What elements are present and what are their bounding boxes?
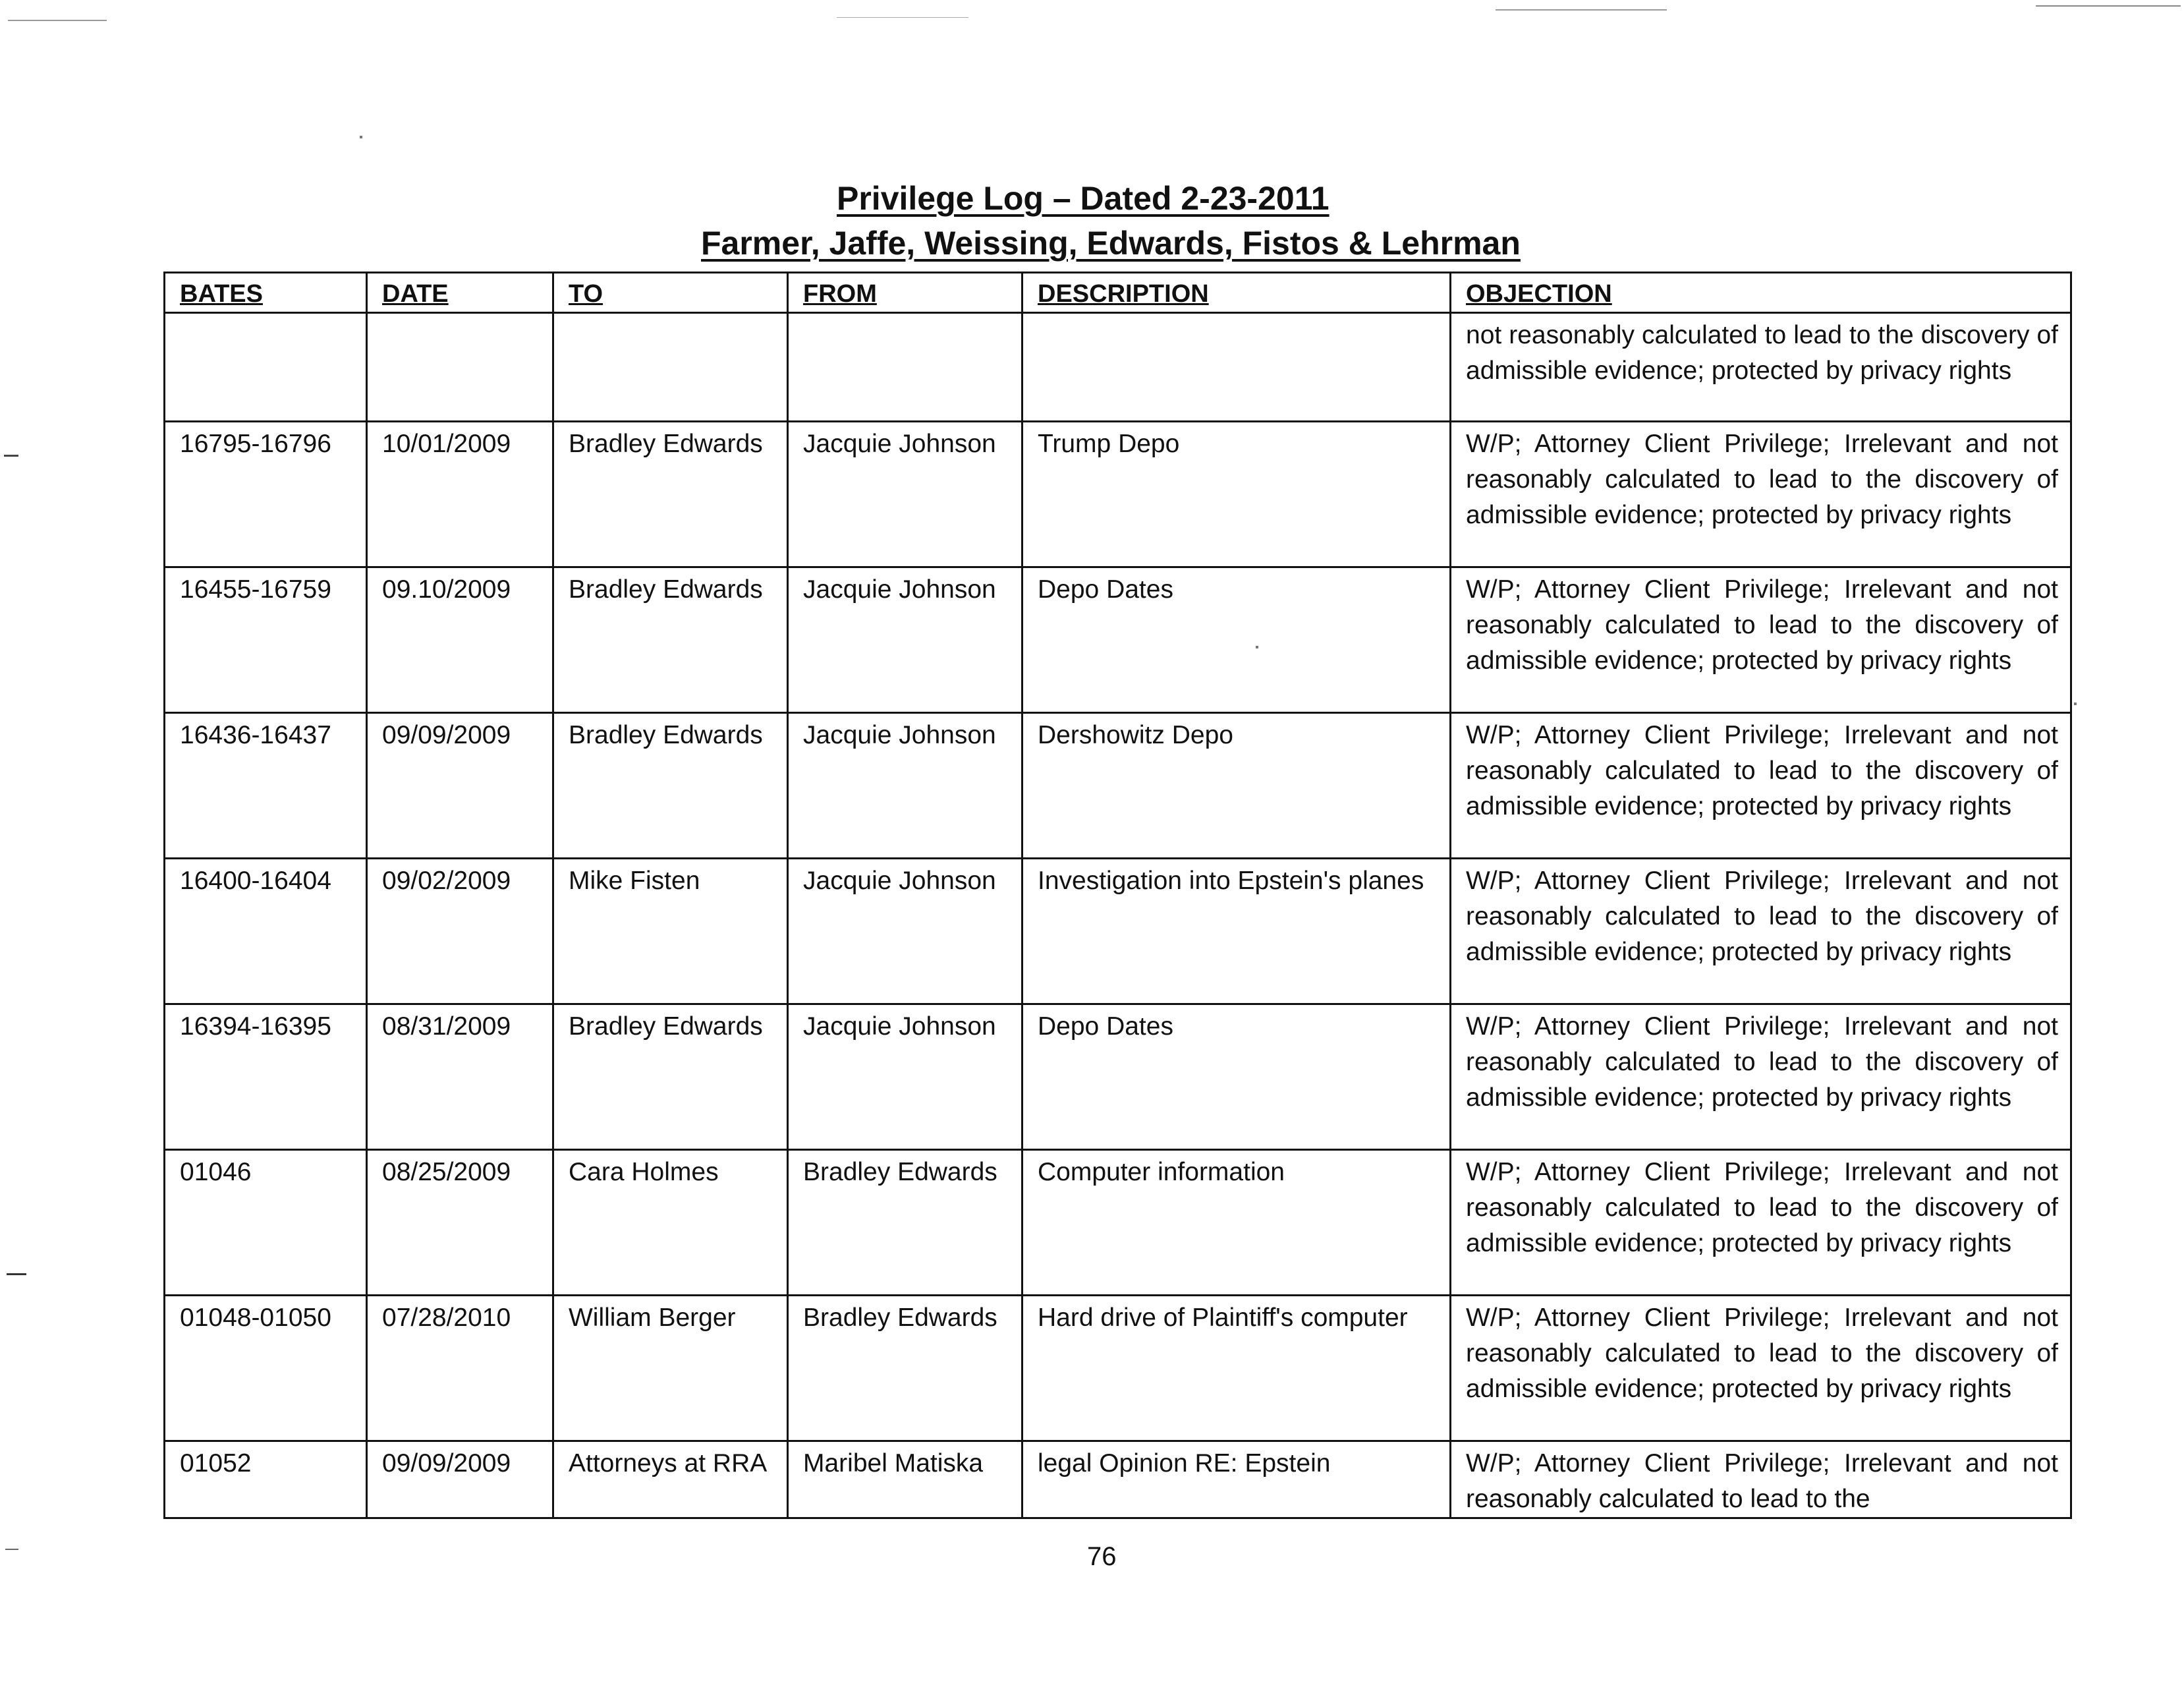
bates-cell: 16436-16437 (165, 713, 367, 859)
date-cell: 08/31/2009 (367, 1004, 553, 1150)
table-row (165, 567, 2071, 713)
date-cell: 09/02/2009 (367, 859, 553, 1004)
scan-artifact (8, 20, 107, 21)
objection-cell: W/P; Attorney Client Privilege; Irrelevant and not reasonably calculated to lead to the discovery of admissible evidence; protected by privacy rights (1451, 859, 2071, 1004)
description-cell: legal Opinion RE: Epstein (1022, 1441, 1451, 1518)
from-cell: Jacquie Johnson (788, 567, 1022, 713)
date-cell: 10/01/2009 (367, 422, 553, 567)
objection-cell: W/P; Attorney Client Privilege; Irrelevant and not reasonably calculated to lead to the discovery of admissible evidence; protected by privacy rights (1451, 1296, 2071, 1441)
scan-artifact (2074, 703, 2077, 705)
column-header-objection: OBJECTION (1451, 273, 2071, 313)
objection-cell: not reasonably calculated to lead to the discovery of admissible evidence; protected by privacy rights (1451, 313, 2071, 422)
from-cell (788, 313, 1022, 422)
table-row (165, 859, 2071, 1004)
description-cell: Hard drive of Plaintiff's computer (1022, 1296, 1451, 1441)
scan-artifact (1256, 646, 1258, 648)
description-cell: Computer information (1022, 1150, 1451, 1296)
table-row (165, 1150, 2071, 1296)
bates-cell: 01046 (165, 1150, 367, 1296)
objection-cell: W/P; Attorney Client Privilege; Irrelevant and not reasonably calculated to lead to the (1451, 1441, 2071, 1518)
scan-artifact (7, 1273, 26, 1275)
column-header-date: DATE (367, 273, 553, 313)
bates-cell: 16394-16395 (165, 1004, 367, 1150)
from-cell: Maribel Matiska (788, 1441, 1022, 1518)
to-cell: Cara Holmes (553, 1150, 788, 1296)
to-cell: Bradley Edwards (553, 422, 788, 567)
from-cell: Jacquie Johnson (788, 859, 1022, 1004)
objection-cell: W/P; Attorney Client Privilege; Irrelevant and not reasonably calculated to lead to the discovery of admissible evidence; protected by privacy rights (1451, 422, 2071, 567)
to-cell: Attorneys at RRA (553, 1441, 788, 1518)
to-cell: Bradley Edwards (553, 713, 788, 859)
bates-cell: 01052 (165, 1441, 367, 1518)
bates-cell: 16455-16759 (165, 567, 367, 713)
from-cell: Jacquie Johnson (788, 1004, 1022, 1150)
description-cell: Trump Depo (1022, 422, 1451, 567)
table-row (165, 1441, 2071, 1518)
to-cell (553, 313, 788, 422)
objection-cell: W/P; Attorney Client Privilege; Irrelevant and not reasonably calculated to lead to the discovery of admissible evidence; protected by privacy rights (1451, 1004, 2071, 1150)
privilege-log-table (163, 272, 2072, 1519)
page-number: 76 (1087, 1542, 1117, 1571)
from-cell: Bradley Edwards (788, 1150, 1022, 1296)
bates-cell: 01048-01050 (165, 1296, 367, 1441)
date-cell: 07/28/2010 (367, 1296, 553, 1441)
from-cell: Bradley Edwards (788, 1296, 1022, 1441)
scan-artifact (360, 136, 362, 138)
objection-cell: W/P; Attorney Client Privilege; Irrelevant and not reasonably calculated to lead to the discovery of admissible evidence; protected by privacy rights (1451, 567, 2071, 713)
from-cell: Jacquie Johnson (788, 422, 1022, 567)
description-cell: Depo Dates (1022, 567, 1451, 713)
scan-artifact (837, 17, 968, 18)
description-cell: Investigation into Epstein's planes (1022, 859, 1451, 1004)
column-header-to: TO (553, 273, 788, 313)
table-row (165, 313, 2071, 422)
bates-cell: 16795-16796 (165, 422, 367, 567)
objection-cell: W/P; Attorney Client Privilege; Irrelevant and not reasonably calculated to lead to the discovery of admissible evidence; protected by privacy rights (1451, 713, 2071, 859)
from-cell: Jacquie Johnson (788, 713, 1022, 859)
date-cell: 08/25/2009 (367, 1150, 553, 1296)
to-cell: Mike Fisten (553, 859, 788, 1004)
table-header-row (165, 273, 2071, 313)
objection-cell: W/P; Attorney Client Privilege; Irrelevant and not reasonably calculated to lead to the discovery of admissible evidence; protected by privacy rights (1451, 1150, 2071, 1296)
date-cell: 09/09/2009 (367, 713, 553, 859)
to-cell: Bradley Edwards (553, 567, 788, 713)
to-cell: William Berger (553, 1296, 788, 1441)
bates-cell (165, 313, 367, 422)
description-cell: Depo Dates (1022, 1004, 1451, 1150)
date-cell: 09/09/2009 (367, 1441, 553, 1518)
scan-artifact (5, 1549, 18, 1550)
column-header-description: DESCRIPTION (1022, 273, 1451, 313)
table-row (165, 1004, 2071, 1150)
to-cell: Bradley Edwards (553, 1004, 788, 1150)
scan-artifact (1496, 9, 1667, 11)
document-title: Privilege Log – Dated 2-23-2011 (837, 180, 1330, 217)
description-cell (1022, 313, 1451, 422)
table-row (165, 713, 2071, 859)
column-header-from: FROM (788, 273, 1022, 313)
date-cell: 09.10/2009 (367, 567, 553, 713)
bates-cell: 16400-16404 (165, 859, 367, 1004)
scan-artifact (2036, 5, 2181, 7)
document-subtitle: Farmer, Jaffe, Weissing, Edwards, Fistos & Lehrman (701, 225, 1521, 262)
date-cell (367, 313, 553, 422)
scan-artifact (4, 455, 18, 457)
table-body (165, 313, 2071, 1518)
description-cell: Dershowitz Depo (1022, 713, 1451, 859)
table-row (165, 422, 2071, 567)
table-row (165, 1296, 2071, 1441)
column-header-bates: BATES (165, 273, 367, 313)
